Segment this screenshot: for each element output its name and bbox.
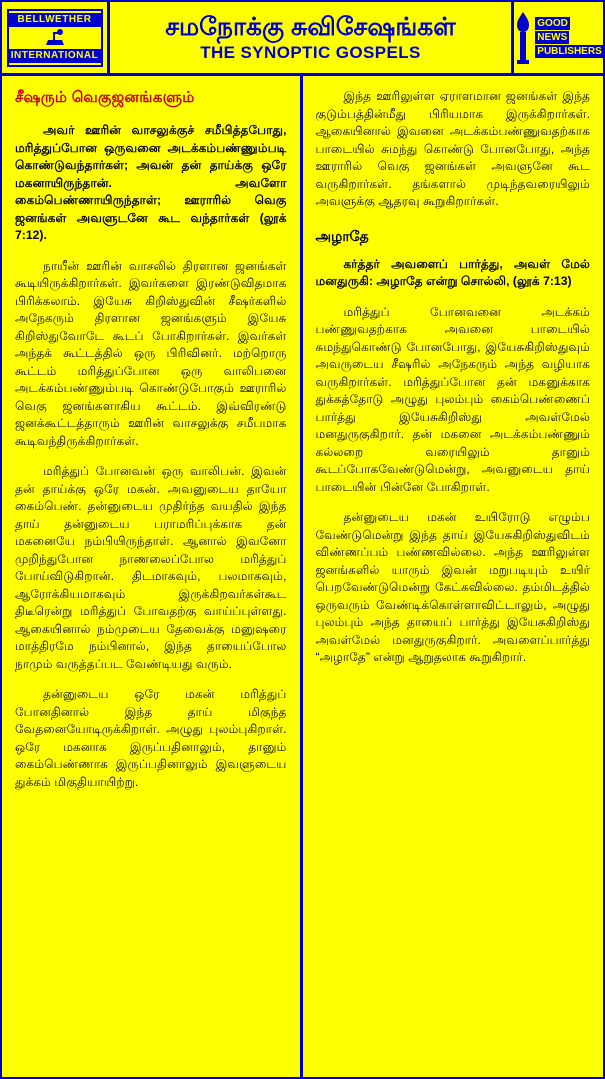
paragraph: தன்னுடைய மகன் உயிரோடு எழும்ப வேண்டுமென்று இந்த தாய் இயேசுகிறிஸ்துவிடம் விண்ணப்பம் பண்ணவில்லை. அந்த ஊரிலுள்ள ஜனங்களில் யாரும் இவன் மறுபடியும் உயிர் பெறவேண்டுமென்று கேட்கவில்லை. தம்மிடத்தில் ஒருவரும் வேண்டிக்கொள்ளாவிட்டாலும், அழுது புலம்பும் அந்த தாயைப் பார்த்து இயேசுகிறிஸ்து அவள்மேல் மனதுருகுகிறார். அவளைப்பார்த்து “அழாதே” என்று ஆறுதலாக கூறுகிறார். xyxy=(315,510,590,664)
page-title xyxy=(110,2,511,73)
left-column xyxy=(2,76,303,1077)
paragraph: இந்த ஊரிலுள்ள ஏராளமான ஜனங்கள் இந்த குடும்பத்தின்மீது பிரியமாக இருக்கிறார்கள். ஆகையினால் இவனை அடக்கம்பண்ணுவதற்காக பாடையில் சுமந்து கொண்டு போனபோது, அந்த ஊராரில் வெகு ஜனங்கள் அவளுனே கூட வருகிறார்கள். தங்களால் முடிந்தவரையிலும் அவளுக்கு ஆதரவு கூறுகிறார்கள். xyxy=(315,89,590,208)
paragraph: மரித்துப் போனவனை அடக்கம் பண்ணுவதற்காக அவனை பாடையில் சுமந்துகொண்டு போனபோது, இயேசுகிறிஸ்துவும் அவருடைய சீஷரில் அநேகரும் அந்த வழியாக வருகிறார்கள். மரித்துப்போன தன் மகனுக்காக துக்கத்தோடு அழுது புலம்பும் கைம்பெண்ணைப் பார்த்து இயேசுகிறிஸ்து அவள்மேல் மனதுருகுகிறார். தன் மகனை அடக்கம்பண்ணும் கல்லறை வரையிலும் தானும் கூடப்போகவேண்டுமென்று, அவனுடைய தாய் பாடையின் பின்னே போகிறாள். xyxy=(315,304,590,494)
title-english: THE SYNOPTIC GOSPELS xyxy=(200,42,421,62)
scripture-verse: கர்த்தர் அவளைப் பார்த்து, அவள் மேல் மனதுருகி: அழாதே என்று சொல்லி, (லூக் 7:13) xyxy=(315,256,590,288)
logo-top-label: BELLWETHER xyxy=(9,13,101,27)
lamp-icon xyxy=(9,27,101,49)
right-column xyxy=(303,76,604,1077)
paragraph: மரித்துப் போனவன் ஒரு வாலிபன். இவன் தன் தாய்க்கு ஒரே மகன். அவனுடைய தாயோ கைம்பெண். தன்னுடைய முதிர்ந்த வயதில் இந்த தாய் தன்னுடைய பராமரிப்புக்காக தன் மகனையே நம்பியிருந்தாள். ஆனால் இவனோ முறிந்துபோன நாணலைப்போல மரித்துப் போய்விடுகிறான். திடமாகவும், பலமாகவும், ஆரோக்கியமாகவும் இருக்கிறவர்கள்கூட திடீரென்று மரித்துப் போவதற்கு வாய்ப்புள்ளது. ஆகையினால் நம்முடைய தேவைக்கு மனுஷரை மாத்திரமே நம்பினால், இந்த தாயைப்போல நாமும் வருத்தப்பட வேண்டியது வரும். xyxy=(15,464,287,671)
publisher-line-1: GOOD xyxy=(537,17,568,29)
publisher-line-2: NEWS xyxy=(537,31,568,43)
page-header xyxy=(2,2,603,76)
title-tamil: சமநோக்கு சுவிசேஷங்கள் xyxy=(165,12,456,41)
lamp-icon-glyph xyxy=(42,28,68,48)
sub-section-heading: அழாதே xyxy=(315,227,369,244)
logo-bottom-label: INTERNATIONAL xyxy=(9,49,101,63)
paragraph: அவர் ஊரின் வாசலுக்குச் சமீபித்தபோது, மரித்துப்போன ஒருவனை அடக்கம்பண்ணும்படி கொண்டுவந்தார்கள்; அவன் தன் தாய்க்கு ஒரே மகனாயிருந்தான். அவளோ கைம்பெண்ணாயிருந்தாள்; ஊராரில் வெகு ஜனங்கள் அவளுடனே கூட வந்தார்கள் (லூக் 7:12). xyxy=(15,123,287,242)
paragraph: நாயீன் ஊரின் வாசலில் திரளான ஜனங்கள் கூடியிருக்கிறார்கள். இவர்களை இரண்டுவிதமாக பிரிக்கலாம். இயேசு கிறிஸ்துவின் சீஷர்களில் அநேகரும் திரளான ஜனங்களும் இயேசு கிறிஸ்துவோடே கூடப் போகிறார்கள். இவர்கள் அந்தக் கூட்டத்தில் ஒரு பிரிவினர். மற்றொரு கூட்டம் மரித்துப்போன ஒரு வாலிபனை அடக்கம்பண்ணும்படி கொண்டுபோகும் ஊராரில் வெகு ஜனங்களாகிய கூட்டம். இவ்விரண்டு ஜனக்கூட்டத்தாரும் ஊரின் வாசலுக்கு சமீபமாக கூடிவந்திருக்கிறார்கள். xyxy=(15,258,287,448)
bellwether-logo xyxy=(2,2,110,73)
section-heading: சீஷரும் வெகுஜனங்களும் xyxy=(15,89,195,106)
publisher-logo xyxy=(511,2,603,73)
logo-frame xyxy=(7,9,103,67)
paragraph: தன்னுடைய ஒரே மகன் மரித்துப் போனதினால் இந்த தாய் மிகுந்த வேதனையோடிருக்கிறாள். அழுது புலம்புகிறாள். ஒரே மகனாக இருப்பதினாலும், தானும் கைம்பெண்ணாக இருப்பதினாலும் இவளுடைய துக்கம் மிகுதியாயிற்று. xyxy=(15,687,287,789)
page-body xyxy=(2,76,603,1077)
publisher-text xyxy=(535,17,603,59)
torch-icon xyxy=(513,10,533,66)
publisher-line-3: PUBLISHERS xyxy=(537,45,602,57)
